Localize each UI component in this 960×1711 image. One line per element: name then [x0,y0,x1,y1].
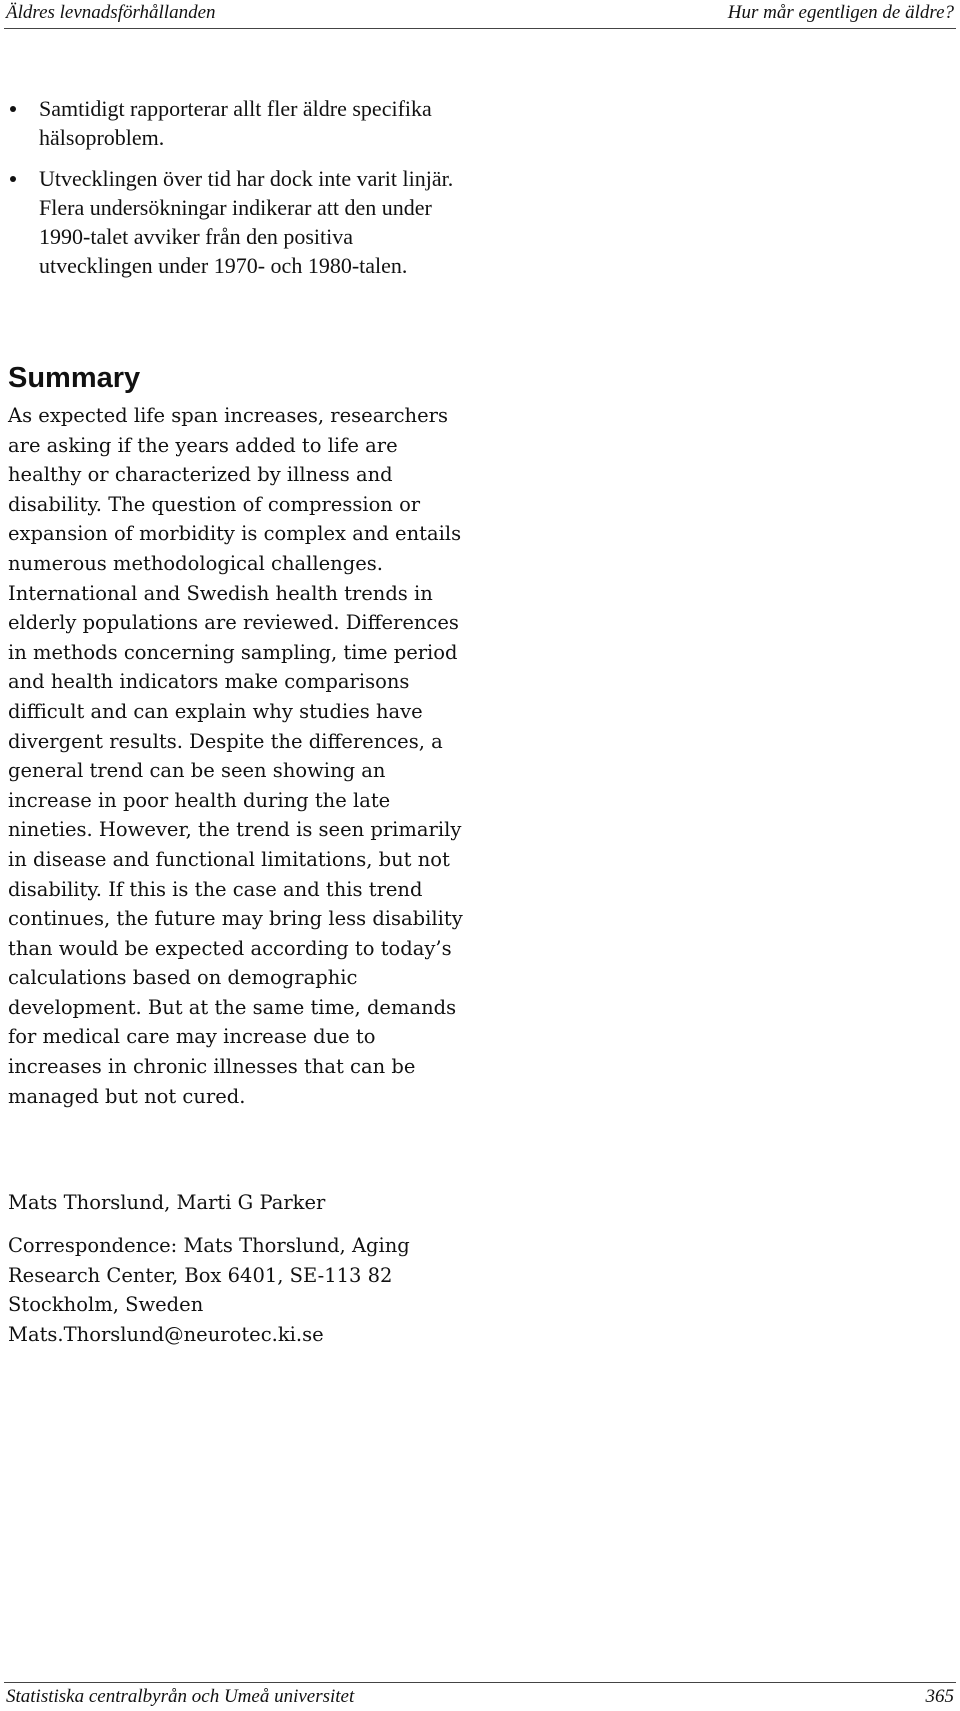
list-item-text: Samtidigt rapporterar allt fler äldre specifika hälsoproblem. [39,96,432,150]
header-chapter-title: Äldres levnadsförhållanden [6,2,216,23]
summary-heading: Summary [8,362,141,394]
correspondence-block [8,1231,478,1349]
bullet-dot-icon [10,176,16,182]
authors: Mats Thorslund, Marti G Parker [8,1191,326,1214]
correspondence-line: Correspondence: Mats Thorslund, Aging [8,1234,410,1257]
list-item [0,164,470,280]
correspondence-email: Mats.Thorslund@neurotec.ki.se [8,1322,324,1346]
running-header [4,0,956,29]
bullet-list [0,94,470,292]
list-item [0,94,470,152]
page-number: 365 [925,1686,954,1707]
correspondence-line: Research Center, Box 6401, SE-113 82 [8,1263,393,1287]
footer-publisher: Statistiska centralbyrån och Umeå universitet [6,1686,355,1707]
header-section-title: Hur mår egentligen de äldre? [727,2,954,23]
summary-body: As expected life span increases, researchers are asking if the years added to life are healthy or characterized by illness and disability. The question of compression or expansion of morbidity is complex and entails numerous methodological challenges. International and Swedish health trends in elderly populations are reviewed. Differences in methods concerning sampling, time period and health indicators make comparisons difficult and can explain why studies have divergent results. Despite the differences, a general trend can be seen showing an increase in poor health during the late nineties. However, the trend is seen primarily in disease and functional limitations, but not disability. If this is the case and this trend continues, the future may bring less disability than would be expected according to today’s calculations based on demographic development. But at the same time, demands for medical care may increase due to increases in chronic illnesses that can be managed but not cured. [8,404,463,1108]
running-footer [4,1682,956,1711]
correspondence-line: Stockholm, Sweden [8,1293,204,1317]
list-item-text: Utvecklingen över tid har dock inte varit linjär. Flera undersökningar indikerar att den under 1990-talet avviker från den positiva utvecklingen under 1970- och 1980-talen. [39,166,454,278]
bullet-dot-icon [10,106,16,112]
